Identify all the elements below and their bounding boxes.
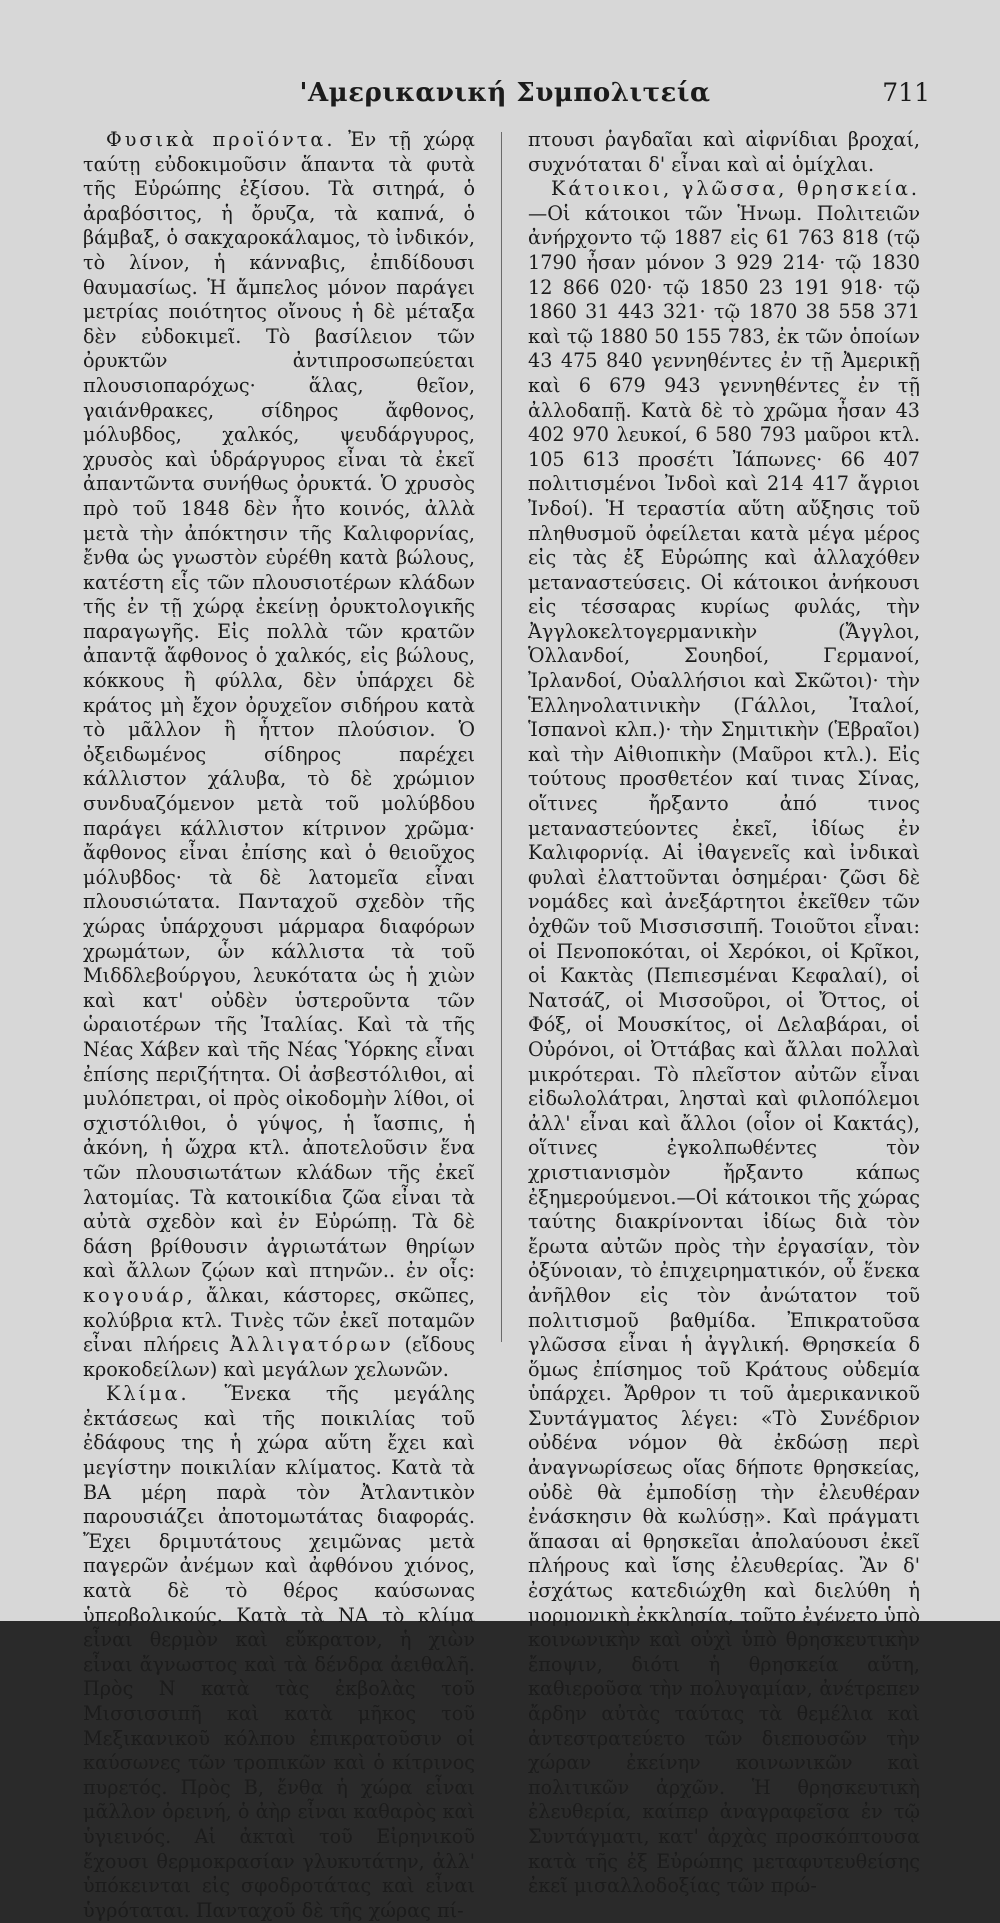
paragraph-text: Ἕνεκα τῆς μεγάλης ἐκτάσεως καὶ τῆς ποικιλίας τοῦ ἐδάφους της ἡ χώρα αὕτη ἔχει καὶ μεγίστην ποικιλίαν κλίματος. Κατὰ τὰ ΒΑ μέρη παρὰ τὸν Ἀτλαντικὸν παρουσιάζει ἀποτομωτάτας διαφοράς. Ἔχει δριμυτάτους χειμῶνας μετὰ παγερῶν ἀνέμων καὶ ἀφθόνου χιόνος, κατὰ δὲ τὸ θέρος καύσωνας ὑπερβολικούς. Κατὰ τὰ ΝΑ τὸ κλίμα εἶναι θερμὸν καὶ εὔκρατον, ἡ χιὼν εἶναι ἄγνωστος καὶ τὰ δένδρα ἀειθαλῆ. Πρὸς Ν κατὰ τὰς ἐκβολὰς τοῦ Μισσισσιπῆ καὶ κατὰ μῆκος τοῦ Μεξικανικοῦ κόλπου ἐπικρατοῦσιν οἱ καύσωνες τῶν τροπικῶν καὶ ὁ κίτρινος πυρετός. Πρὸς Β, ἔνθα ἡ χώρα εἶναι μᾶλλον ὀρεινή, ὁ ἀὴρ εἶναι καθαρὸς καὶ ὑγιεινός. Αἱ ἀκταὶ τοῦ Εἰρηνικοῦ ἔχουσι θερμοκρασίαν γλυκυτάτην, ἀλλ' ὑπόκεινται εἰς σφοδροτάτας καὶ εἶναι ὑγρόταται. Πανταχοῦ δὲ τῆς χώρας πί- xyxy=(83,1382,475,1922)
right-column xyxy=(528,128,920,1899)
left-column xyxy=(83,128,475,1923)
paragraph-text: , ἄλκαι, κάστορες, σκῶπες, κολύβρια κτλ. Τινὲς τῶν ἐκεῖ ποταμῶν εἶναι πλήρεις xyxy=(83,1283,475,1357)
section-heading-inhabitants: Κάτοικοι, γλῶσσα, θρησκεία. xyxy=(551,177,920,201)
paragraph-text: πτουσι ῥαγδαῖαι καὶ αἰφνίδιαι βροχαί, συχνόταται δ' εἶναι καὶ αἱ ὁμίχλαι. xyxy=(528,128,920,176)
spaced-term-cougar: κογουάρ xyxy=(83,1283,187,1307)
paragraph-text: —Οἱ κάτοικοι τῶν Ἡνωμ. Πολιτειῶν ἀνήρχοντο τῷ 1887 εἰς 61 763 818 (τῷ 1790 ἦσαν μόνον 3 929 214· τῷ 1830 12 866 020· τῷ 1850 23 191 918· τῷ 1860 31 443 321· τῷ 1870 38 558 371 καὶ τῷ 1880 50 155 783, ἐκ τῶν ὁποίων 43 475 840 γεννηθέντες ἐν τῇ Ἀμερικῇ καὶ 6 679 943 γεννηθέντες ἐν τῇ ἀλλοδαπῇ. Κατὰ δὲ τὸ χρῶμα ἦσαν 43 402 970 λευκοί, 6 580 793 μαῦροι κτλ. 105 613 προσέτι Ἰάπωνες· 66 407 πολιτισμένοι Ἰνδοὶ καὶ 214 417 ἄγριοι Ἰνδοί). Ἡ τεραστία αὕτη αὔξησις τοῦ πληθυσμοῦ ὀφείλεται κατὰ μέγα μέρος εἰς τὰς ἐξ Εὐρώπης καὶ ἀλλαχόθεν μεταναστεύσεις. Οἱ κάτοικοι ἀνήκουσι εἰς τέσσαρας κυρίως φυλάς, τὴν Ἀγγλοκελτογερμανικὴν (Ἄγγλοι, Ὁλλανδοί, Σουηδοί, Γερμανοί, Ἰρλανδοί, Οὐαλλήσιοι καὶ Σκῶτοι)· τὴν Ἑλληνολατινικὴν (Γάλλοι, Ἰταλοί, Ἱσπανοὶ κλπ.)· τὴν Σημιτικὴν (Ἑβραῖοι) καὶ τὴν Αἰθιοπικὴν (Μαῦροι κτλ.). Εἰς τούτους προσθετέον καί τινας Σίνας, οἵτινες ἤρξαντο ἀπό τινος μεταναστεύοντες ἐκεῖ, ἰδίως ἐν Καλιφορνίᾳ. Αἱ ἰθαγενεῖς καὶ ἰνδικαὶ φυλαὶ ἐλαττοῦνται ὁσημέραι· ζῶσι δὲ νομάδες καὶ ἀνεξάρτητοι ἐκεῖθεν τῶν ὀχθῶν τοῦ Μισσισσιπῆ. Τοιοῦτοι εἶναι: οἱ Πενοποκόται, οἱ Χερόκοι, οἱ Κρῖκοι, οἱ Κακτὰς (Πεπιεσμέναι Κεφαλαί), οἱ Νατσάζ, οἱ Μισσοῦροι, οἱ Ὄττος, οἱ Φόξ, οἱ Μουσκίτος, οἱ Δελαβάραι, οἱ Οὐρόνοι, οἱ Ὀττάβας καὶ ἄλλαι πολλαὶ μικρότεραι. Τὸ πλεῖστον αὐτῶν εἶναι εἰδωλολάτραι, λησταὶ καὶ φιλοπόλεμοι ἀλλ' εἶναι καὶ ἄλλοι (οἷον οἱ Κακτάς), οἵτινες ἐγκολπωθέντες τὸν χριστιανισμὸν ἤρξαντο κάπως ἐξημερούμενοι.—Οἱ κάτοικοι τῆς χώρας ταύτης διακρίνονται ἰδίως διὰ τὸν ἔρωτα αὐτῶν πρὸς τὴν ἐργασίαν, τὸν ὀξύνοιαν, τὸ ἐπιχειρηματικόν, οὗ ἕνεκα ἀνῆλθον εἰς τὸν ἀνώτατον τοῦ πολιτισμοῦ βαθμίδα. Ἐπικρατοῦσα γλῶσσα εἶναι ἡ ἀγγλική. Θρησκεία δ ὅμως ἐπίσημος τοῦ Κράτους οὐδεμία ὑπάρχει. Ἄρθρον τι τοῦ ἀμερικανικοῦ Συντάγματος λέγει: «Τὸ Συνέδριον οὐδένα νόμον θὰ ἐκδώσῃ περὶ ἀναγνωρίσεως οἵας δήποτε θρησκείας, οὐδὲ θὰ ἐμποδίσῃ τὴν ἐλευθέραν ἐνάσκησιν θὰ κωλύσῃ». Καὶ πράγματι ἅπασαι αἱ θρησκεῖαι ἀπολαύουσι ἐκεῖ πλήρους καὶ ἴσης ἐλευθερίας. Ἂν δ' ἐσχάτως κατεδιώχθη καὶ διελύθη ἡ μορμονικὴ ἐκκλησία, τοῦτο ἐγένετο ὑπὸ κοινωνικὴν καὶ οὐχὶ ὑπὸ θρησκευτικὴν ἔποψιν, διότι ἡ θρησκεία αὕτη, καθιεροῦσα τὴν πολυγαμίαν, ἀνέτρεπεν ἄρδην αὐτὰς ταύτας τὰ θεμέλια καὶ ἀντεστρατεύετο τῶν διεπουσῶν τὴν χώραν ἐκείνην κοινωνικῶν καὶ πολιτικῶν ἀρχῶν. Ἡ θρησκευτικὴ ἐλευθερία, καίπερ ἀναγραφεῖσα ἐν τῷ Συντάγματι, κατ' ἀρχὰς προσκόπτουσα κατὰ τῆς ἐξ Εὐρώπης μεταφυτευθείσης ἐκεῖ μισαλλοδοξίας τῶν πρώ- xyxy=(528,201,920,1898)
spaced-term-alligators: Ἀλλιγατόρων xyxy=(229,1333,394,1357)
column-divider xyxy=(501,132,502,1342)
page-number: 711 xyxy=(882,78,930,107)
paragraph-inhabitants xyxy=(528,177,920,1899)
paragraph-text: Ἐν τῇ χώρᾳ ταύτῃ εὐδοκιμοῦσιν ἅπαντα τὰ φυτὰ τῆς Εὐρώπης ἐξίσου. Τὰ σιτηρά, ὁ ἀραβόσιτος, ἡ ὄρυζα, τὰ καπνά, ὁ βάμβαξ, ὁ σακχαροκάλαμος, τὸ ἰνδικόν, τὸ λίνον, ἡ κάνναβις, ἐπιδίδουσι θαυμασίως. Ἡ ἄμπελος μόνον παράγει μετρίας ποιότητος οἴνους ἡ δὲ μέταξα δὲν εὐδοκιμεῖ. Τὸ βασίλειον τῶν ὀρυκτῶν ἀντιπροσωπεύεται πλουσιοπαρόχως· ἅλας, θεῖον, γαιάνθρακες, σίδηρος ἄφθονος, μόλυβδος, χαλκός, ψευδάργυρος, χρυσὸς καὶ ὑδράργυρος εἶναι τὰ ἐκεῖ ἀπαντῶντα συνήθως ὀρυκτά. Ὁ χρυσὸς πρὸ τοῦ 1848 δὲν ἦτο κοινός, ἀλλὰ μετὰ τὴν ἀπόκτησιν τῆς Καλιφορνίας, ἔνθα ὡς γνωστὸν εὑρέθη κατὰ βώλους, κατέστη εἷς τῶν πλουσιοτέρων κλάδων τῆς ἐν τῇ χώρᾳ ἐκείνῃ ὀρυκτολογικῆς παραγωγῆς. Εἰς πολλὰ τῶν κρατῶν ἀπαντᾷ ἄφθονος ὁ χαλκός, εἰς βώλους, κόκκους ἢ φύλλα, δὲν ὑπάρχει δὲ κράτος μὴ ἔχον ὀρυχεῖον σιδήρου κατὰ τὸ μᾶλλον ἢ ἧττον πλούσιον. Ὁ ὀξειδωμένος σίδηρος παρέχει κάλλιστον χάλυβα, τὸ δὲ χρώμιον συνδυαζόμενον μετὰ τοῦ μολύβδου παράγει κάλλιστον κίτρινον χρῶμα· ἄφθονος εἶναι ἐπίσης καὶ ὁ θειοῦχος μόλυβδος· τὰ δὲ λατομεῖα εἶναι πλουσιώτατα. Πανταχοῦ σχεδὸν τῆς χώρας ὑπάρχουσι μάρμαρα διαφόρων χρωμάτων, ὧν κάλλιστα τὰ τοῦ Μιδδλεβούργου, λευκότατα ὡς ἡ χιὼν καὶ κατ' οὐδὲν ὑστεροῦντα τῶν ὡραιοτέρων τῆς Ἰταλίας. Καὶ τὰ τῆς Νέας Χάβεν καὶ τῆς Νέας Ὑόρκης εἶναι ἐπίσης περιζήτητα. Οἱ ἀσβεστόλιθοι, αἱ μυλόπετραι, οἱ πρὸς οἰκοδομὴν λίθοι, οἱ σχιστόλιθοι, ὁ γύψος, ἡ ἴασπις, ἡ ἀκόνη, ἡ ὤχρα κτλ. ἀποτελοῦσιν ἕνα τῶν πλουσιωτάτων κλάδων τῆς ἐκεῖ λατομίας. Τὰ κατοικίδια ζῶα εἶναι τὰ αὐτὰ σχεδὸν καὶ ἐν Εὐρώπῃ. Τὰ δὲ δάση βρίθουσιν ἀγριωτάτων θηρίων καὶ ἄλλων ζῴων καὶ πτηνῶν.. ἐν οἷς: xyxy=(83,128,476,1283)
paragraph-natural-products xyxy=(83,128,475,1382)
paragraph-climate xyxy=(83,1382,475,1923)
running-title: 'Αμερικανική Συμπολιτεία xyxy=(299,78,711,108)
section-heading-natural-products: Φυσικὰ προϊόντα. xyxy=(106,128,336,151)
paragraph-continuation xyxy=(528,128,920,177)
paragraph-text: (εἴδους κροκοδείλων) καὶ μεγάλων χελωνῶν. xyxy=(83,1333,475,1381)
page-header xyxy=(80,78,930,118)
section-heading-climate: Κλίμα. xyxy=(106,1382,190,1406)
